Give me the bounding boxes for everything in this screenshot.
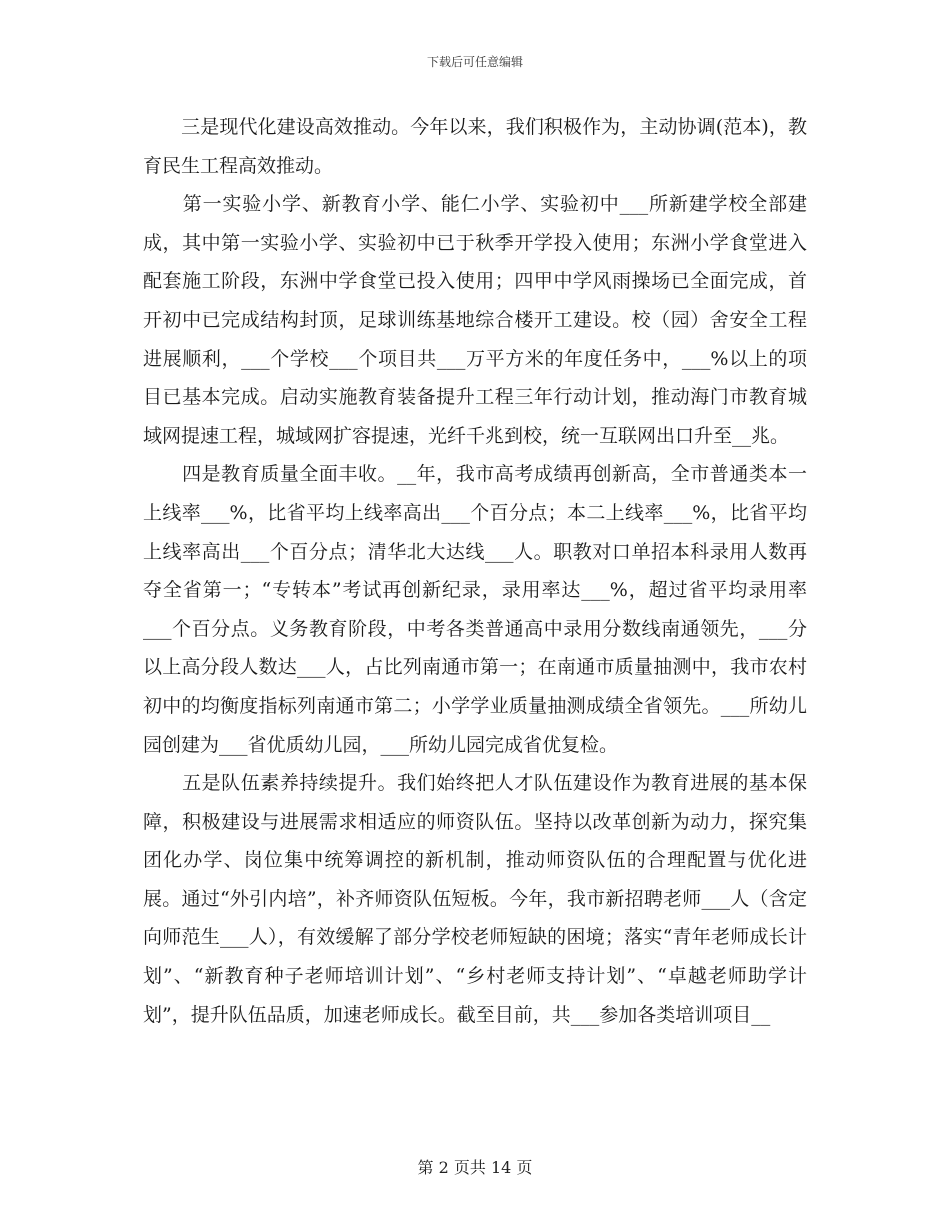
document-body — [143, 108, 807, 1034]
paragraph-teacher-team: 五是队伍素养持续提升。我们始终把人才队伍建设作为教育进展的基本保障，积极建设与进展需求相适应的师资队伍。坚持以改革创新为动力，探究集团化办学、岗位集中统筹调控的新机制，推动师资队伍的合理配置与优化进展。通过“外引内培”，补齐师资队伍短板。今年，我市新招聘老师___人（含定向师范生___人），有效缓解了部分学校老师短缺的困境；落实“青年老师成长计划”、“新教育种子老师培训计划”、“乡村老师支持计划”、“卓越老师助学计划”，提升队伍品质，加速老师成长。截至目前，共___参加各类培训项目__ — [143, 772, 807, 1026]
paragraph-modernization: 三是现代化建设高效推动。今年以来，我们积极作为，主动协调(范本)，教育民生工程高效推动。 — [143, 116, 807, 177]
paragraph-school-construction: 第一实验小学、新教育小学、能仁小学、实验初中___所新建学校全部建成，其中第一实验小学、实验初中已于秋季开学投入使用；东洲小学食堂进入配套施工阶段，东洲中学食堂已投入使用；四甲中学风雨操场已全面完成，首开初中已完成结构封顶，足球训练基地综合楼开工建设。校（园）舍安全工程进展顺利，___个学校___个项目共___万平方米的年度任务中，___%以上的项目已基本完成。启动实施教育装备提升工程三年行动计划，推动海门市教育城域网提速工程，城域网扩容提速，光纤千兆到校，统一互联网出口升至__兆。 — [143, 193, 807, 447]
page-header: 下载后可任意编辑 — [426, 55, 523, 69]
page-number-footer: 第 2 页共 14 页 — [417, 1158, 533, 1177]
paragraph-education-quality: 四是教育质量全面丰收。__年，我市高考成绩再创新高，全市普通类本一上线率___%，比省平均上线率高出___个百分点；本二上线率___%，比省平均上线率高出___个百分点；清华北大达线___人。职教对口单招本科录用人数再夺全省第一；“专转本”考试再创新纪录，录用率达___%，超过省平均录用率___个百分点。义务教育阶段，中考各类普通高中录用分数线南通领先，___分以上高分段人数达___人，占比列南通市第一；在南通市质量抽测中，我市农村初中的均衡度指标列南通市第二；小学学业质量抽测成绩全省领先。___所幼儿园创建为___省优质幼儿园，___所幼儿园完成省优复检。 — [143, 463, 807, 756]
